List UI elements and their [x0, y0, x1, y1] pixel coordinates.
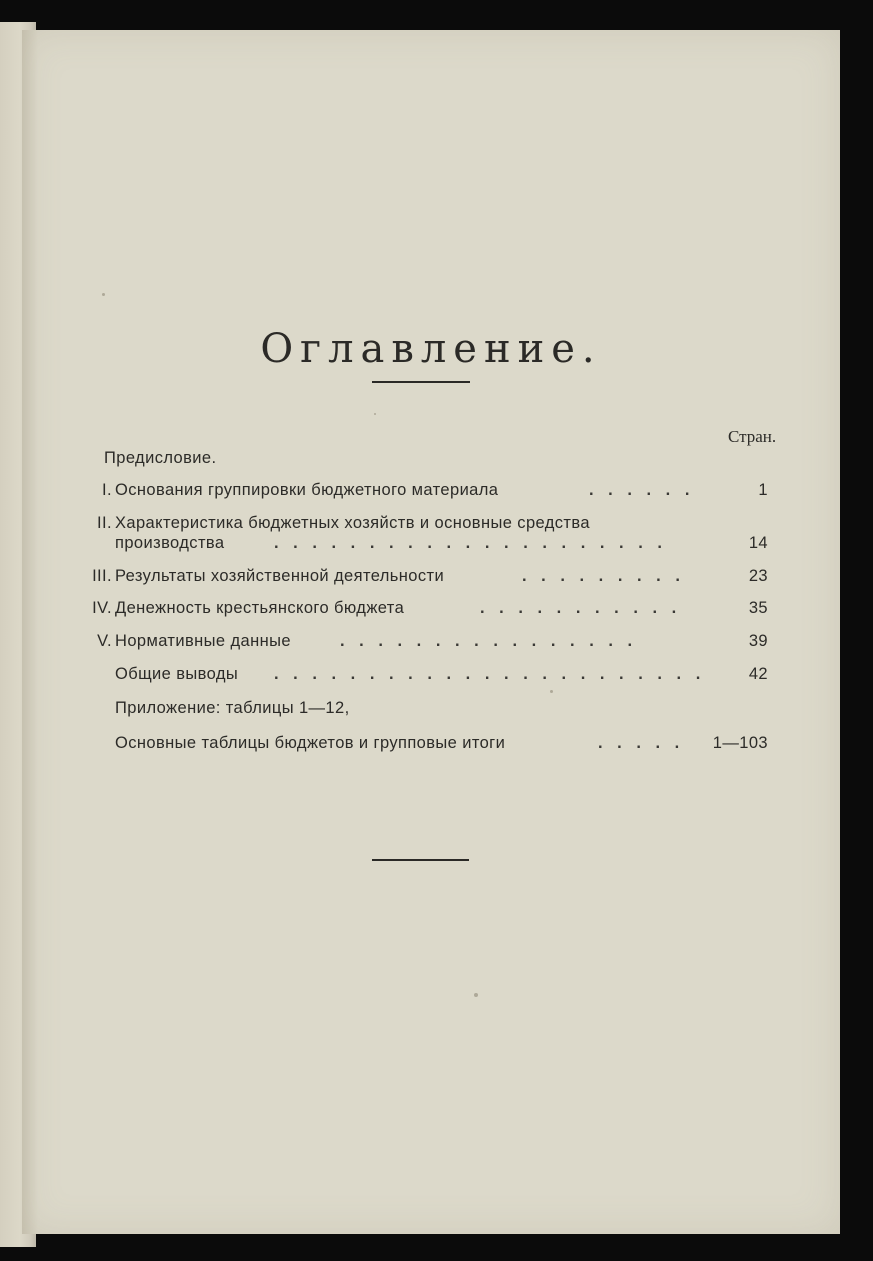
entry-page: 1	[758, 481, 768, 499]
dot-leader: . . . . . . . . . . . . . . . . . . . . .	[274, 534, 667, 552]
paper-speck	[474, 993, 478, 997]
paper-speck	[374, 413, 376, 415]
entry-title: Основания группировки бюджетного материала	[115, 481, 499, 499]
entry-page: 39	[748, 632, 768, 650]
entry-title-continued: производства	[115, 534, 225, 552]
entry-number: IV.	[92, 599, 112, 617]
appendix-line: Приложение: таблицы 1—12,	[115, 699, 350, 717]
dot-leader: . . . . . . . . . . . . . . . . . . . . . . .	[274, 665, 706, 683]
entry-number: II.	[97, 514, 112, 532]
dot-leader: . . . . . . . . . . .	[480, 599, 682, 617]
entry-number: I.	[102, 481, 112, 499]
dot-leader: . . . . . . . . .	[522, 567, 685, 585]
dot-leader: . . . . . .	[589, 481, 695, 499]
entry-page: 35	[748, 599, 768, 617]
entry-title: Общие выводы	[115, 665, 239, 683]
entry-page: 1—103	[712, 734, 768, 752]
paper-speck	[550, 690, 553, 693]
page-title: Оглавление.	[260, 326, 602, 372]
dot-leader: . . . . .	[598, 734, 685, 752]
title-rule	[372, 381, 470, 383]
entry-page: 42	[748, 665, 768, 683]
entry-number: V.	[97, 632, 112, 650]
entry-title: Результаты хозяйственной деятельности	[115, 567, 445, 585]
entry-title: Денежность крестьянского бюджета	[115, 599, 405, 617]
entry-title: Основные таблицы бюджетов и групповые итоги	[115, 734, 506, 752]
closing-rule	[372, 859, 469, 861]
pages-column-header: Стран.	[728, 427, 777, 446]
book-page	[22, 30, 840, 1234]
entry-number: III.	[92, 567, 112, 585]
entry-title: Нормативные данные	[115, 632, 291, 650]
preface-entry: Предисловие.	[104, 449, 217, 467]
dot-leader: . . . . . . . . . . . . . . . .	[340, 632, 638, 650]
entry-page: 14	[748, 534, 768, 552]
paper-speck	[102, 293, 105, 296]
entry-title: Характеристика бюджетных хозяйств и основные средства	[115, 514, 590, 532]
entry-page: 23	[748, 567, 768, 585]
